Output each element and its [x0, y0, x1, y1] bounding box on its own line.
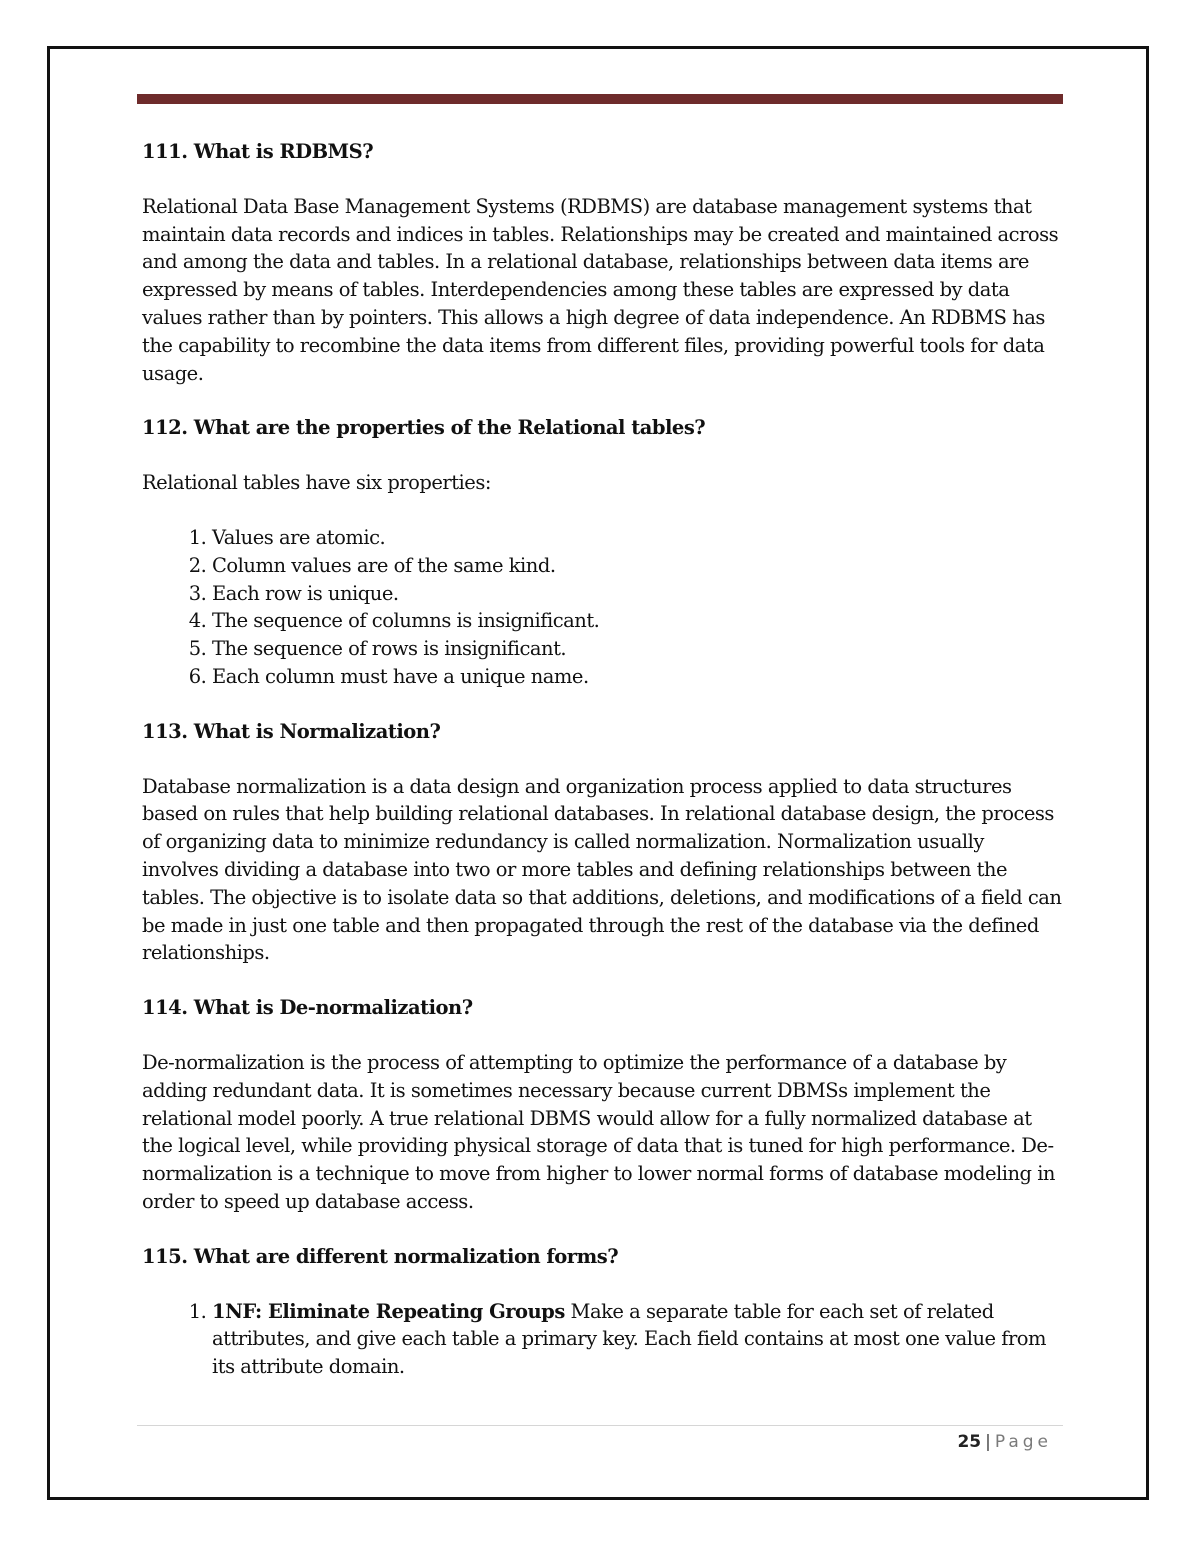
list-item: 5. The sequence of rows is insignificant.: [212, 635, 1062, 663]
question-113-answer: Database normalization is a data design and organization process applied to data structures based on rules that help building relational databases. In relational database design, the process of organizing data to minimize redundancy is called normalization. Normalization usually involves dividing a database into two or more tables and defining relationships between the tables. The objective is to isolate data so that additions, deletions, and modifications of a field can be made in just one table and then propagated through the rest of the database via the defined relationships.: [142, 774, 1062, 965]
question-115-title: 115. What are different normalization forms?: [142, 1244, 619, 1268]
normal-form-description: Make a separate table for each set of related attributes, and give each table a primary key. Each field contains at most one value from its attribute domain.: [212, 1299, 1047, 1379]
page-footer: [957, 1432, 1052, 1452]
list-item: 6. Each column must have a unique name.: [212, 663, 1062, 691]
properties-list: [142, 524, 1062, 691]
question-112-title: 112. What are the properties of the Relational tables?: [142, 416, 706, 440]
normal-form-term: 1NF: Eliminate Repeating Groups: [212, 1299, 565, 1323]
list-item: 4. The sequence of columns is insignificant.: [212, 607, 1062, 635]
footer-rule: [137, 1425, 1063, 1426]
footer-separator: |: [985, 1432, 991, 1452]
question-112-intro: Relational tables have six properties:: [142, 471, 491, 495]
page-number: 25: [957, 1432, 982, 1452]
question-114-title: 114. What is De-normalization?: [142, 996, 473, 1020]
page-label: Page: [994, 1432, 1052, 1452]
list-item: 1. Values are atomic.: [212, 524, 1062, 552]
question-111-title: 111. What is RDBMS?: [142, 140, 374, 163]
normal-forms-list: [142, 1298, 1062, 1381]
question-113-title: 113. What is Normalization?: [142, 719, 441, 743]
list-item: [212, 1298, 1062, 1381]
question-111-answer: Relational Data Base Management Systems (RDBMS) are database management systems that maintain data records and indices in tables. Relationships may be created and maintained across and among the data and tables. In a relational database, relationships between data items are expressed by means of tables. Interdependencies among these tables are expressed by data values rather than by pointers. This allows a high degree of data independence. An RDBMS has the capability to recombine the data items from different files, providing powerful tools for data usage.: [142, 194, 1059, 385]
list-item: 3. Each row is unique.: [212, 580, 1062, 608]
question-114-answer: De-normalization is the process of attempting to optimize the performance of a database by adding redundant data. It is sometimes necessary because current DBMSs implement the relational model poorly. A true relational DBMS would allow for a fully normalized database at the logical level, while providing physical storage of data that is tuned for high performance. De-normalization is a technique to move from higher to lower normal forms of database modeling in order to speed up database access.: [142, 1050, 1055, 1213]
header-rule: [137, 94, 1063, 104]
list-item: 2. Column values are of the same kind.: [212, 552, 1062, 580]
page-content: [142, 138, 1062, 1381]
